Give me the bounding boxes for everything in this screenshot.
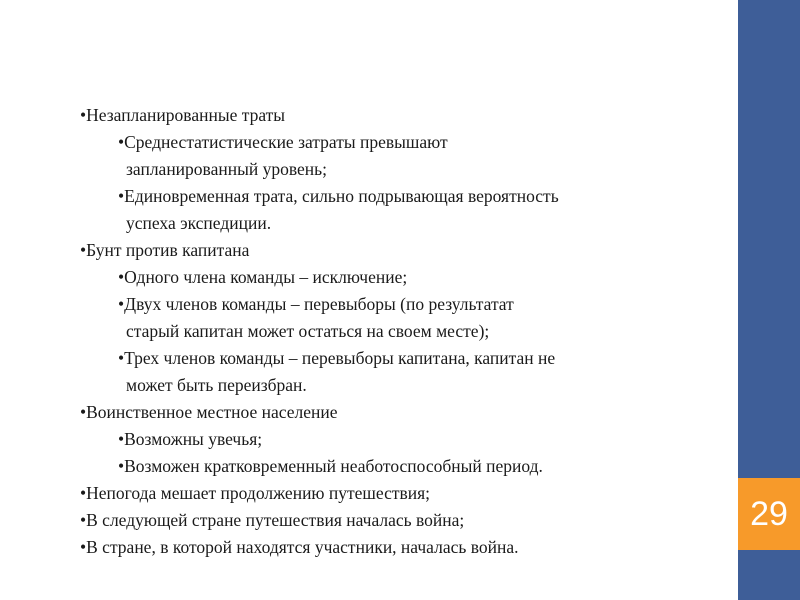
sub-bullet-item: •Возможны увечья; bbox=[118, 429, 263, 449]
sub-bullet-continuation: старый капитан может остаться на своем месте); bbox=[126, 321, 490, 341]
sub-bullet-continuation: может быть переизбран. bbox=[126, 375, 307, 395]
bullet-item: •Незапланированные траты bbox=[80, 105, 286, 125]
page-number-badge bbox=[738, 478, 800, 550]
sub-bullet-item: •Трех членов команды – перевыборы капитана, капитан не bbox=[118, 348, 556, 368]
bullet-item: •Бунт против капитана bbox=[80, 240, 250, 260]
bullet-item: •Непогода мешает продолжению путешествия; bbox=[80, 483, 431, 503]
sub-bullet-item: •Единовременная трата, сильно подрывающая вероятность bbox=[118, 186, 559, 206]
bullet-item: •В стране, в которой находятся участники, началась война. bbox=[80, 537, 519, 557]
bullet-list bbox=[80, 102, 720, 561]
sub-bullet-item: •Одного члена команды – исключение; bbox=[118, 267, 408, 287]
sub-bullet-item: •Возможен кратковременный неаботоспособный период. bbox=[118, 456, 543, 476]
sub-bullet-item: •Двух членов команды – перевыборы (по результатат bbox=[118, 294, 514, 314]
bullet-item: •В следующей стране путешествия началась война; bbox=[80, 510, 465, 530]
sub-bullet-continuation: успеха экспедиции. bbox=[126, 213, 272, 233]
bullet-item: •Воинственное местное население bbox=[80, 402, 338, 422]
sub-bullet-continuation: запланированный уровень; bbox=[126, 159, 327, 179]
sub-bullet-item: •Среднестатистические затраты превышают bbox=[118, 132, 448, 152]
page-number: 29 bbox=[750, 494, 788, 533]
